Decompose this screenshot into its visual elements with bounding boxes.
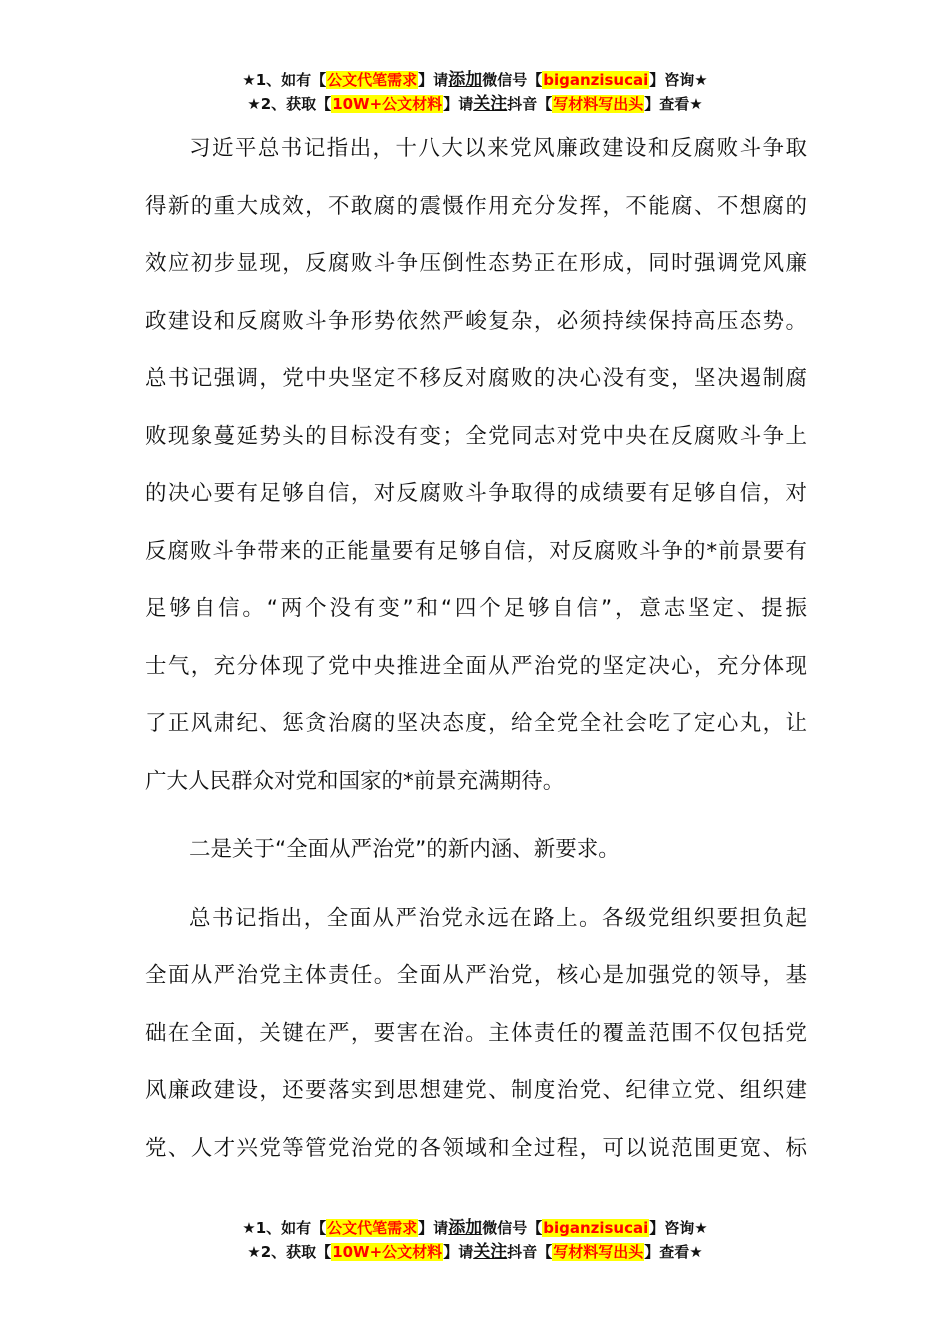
text-line: 党、人才兴党等管党治党的各领域和全过程，可以说范围更宽、标 <box>145 1135 807 1161</box>
banner-text: 】请 <box>443 95 474 113</box>
banner-text: ★1、如有【 <box>242 71 327 89</box>
banner-text: ★1、如有【 <box>242 1219 327 1237</box>
text-line: 全面从严治党主体责任。全面从严治党，核心是加强党的领导，基 <box>145 963 807 988</box>
highlight-materials: 10W+公文材料 <box>332 1243 443 1261</box>
footer-banner <box>0 1216 950 1264</box>
text-line: 总书记强调，党中央坚定不移反对腐败的决心没有变，坚决遏制腐 <box>145 366 807 391</box>
banner-text: 】请 <box>418 1219 449 1237</box>
paragraph-2 <box>145 821 807 879</box>
banner-text: 】请 <box>443 1243 474 1261</box>
paragraph-3 <box>145 890 807 1178</box>
banner-line-1 <box>0 68 950 92</box>
highlight-douyin-account: 写材料写出头 <box>553 95 644 113</box>
emphasis-add: 添加 <box>448 70 483 90</box>
highlight-materials: 10W+公文材料 <box>332 95 443 113</box>
banner-text: 】咨询★ <box>649 71 708 89</box>
text-line: 础在全面，关键在严，要害在治。主体责任的覆盖范围不仅包括党 <box>145 1020 807 1046</box>
text-line: 败现象蔓延势头的目标没有变；全党同志对党中央在反腐败斗争上 <box>145 423 807 449</box>
highlight-service: 公文代笔需求 <box>327 71 418 89</box>
text-line: 士气，充分体现了党中央推进全面从严治党的坚定决心，充分体现 <box>145 653 807 679</box>
text-line: 广大人民群众对党和国家的*前景充满期待。 <box>145 768 565 794</box>
text-line: 得新的重大成效，不敢腐的震慑作用充分发挥，不能腐、不想腐的 <box>145 193 807 219</box>
highlight-wechat-id: biganzisucai <box>543 71 649 89</box>
banner-line-1 <box>0 1216 950 1240</box>
banner-text: 】查看★ <box>644 1243 703 1261</box>
banner-text: 抖音【 <box>507 1243 553 1261</box>
highlight-douyin-account: 写材料写出头 <box>553 1243 644 1261</box>
paragraph-1 <box>145 120 807 810</box>
emphasis-follow: 关注 <box>473 94 508 114</box>
banner-text: 】查看★ <box>644 95 703 113</box>
banner-text: ★2、获取【 <box>247 1243 332 1261</box>
text-line: 政建设和反腐败斗争形势依然严峻复杂，必须持续保持高压态势。 <box>145 308 807 334</box>
text-line: 总书记指出，全面从严治党永远在路上。各级党组织要担负起 <box>189 905 807 931</box>
section-heading: 二是关于“全面从严治党”的新内涵、新要求。 <box>189 837 620 862</box>
highlight-service: 公文代笔需求 <box>327 1219 418 1237</box>
banner-line-2 <box>0 1240 950 1264</box>
text-line: 足够自信。“两个没有变”和“四个足够自信”，意志坚定、提振 <box>145 596 807 621</box>
highlight-wechat-id: biganzisucai <box>543 1219 649 1237</box>
text-line: 习近平总书记指出，十八大以来党风廉政建设和反腐败斗争取 <box>189 136 807 161</box>
banner-text: 微信号【 <box>482 71 543 89</box>
banner-text: 】请 <box>418 71 449 89</box>
text-line: 了正风肃纪、惩贪治腐的坚决态度，给全党全社会吃了定心丸，让 <box>145 711 807 736</box>
emphasis-follow: 关注 <box>473 1242 508 1262</box>
text-line: 的决心要有足够自信，对反腐败斗争取得的成绩要有足够自信，对 <box>145 481 807 506</box>
emphasis-add: 添加 <box>448 1218 483 1238</box>
text-line: 风廉政建设，还要落实到思想建党、制度治党、纪律立党、组织建 <box>145 1078 807 1103</box>
banner-text: ★2、获取【 <box>247 95 332 113</box>
paragraph-spacer <box>145 879 807 890</box>
paragraph-spacer <box>145 810 807 821</box>
document-body <box>145 120 807 1177</box>
banner-text: 微信号【 <box>482 1219 543 1237</box>
banner-text: 抖音【 <box>507 95 553 113</box>
header-banner <box>0 68 950 116</box>
banner-text: 】咨询★ <box>649 1219 708 1237</box>
text-line: 效应初步显现，反腐败斗争压倒性态势正在形成，同时强调党风廉 <box>145 251 807 276</box>
banner-line-2 <box>0 92 950 116</box>
text-line: 反腐败斗争带来的正能量要有足够自信，对反腐败斗争的*前景要有 <box>145 538 807 564</box>
